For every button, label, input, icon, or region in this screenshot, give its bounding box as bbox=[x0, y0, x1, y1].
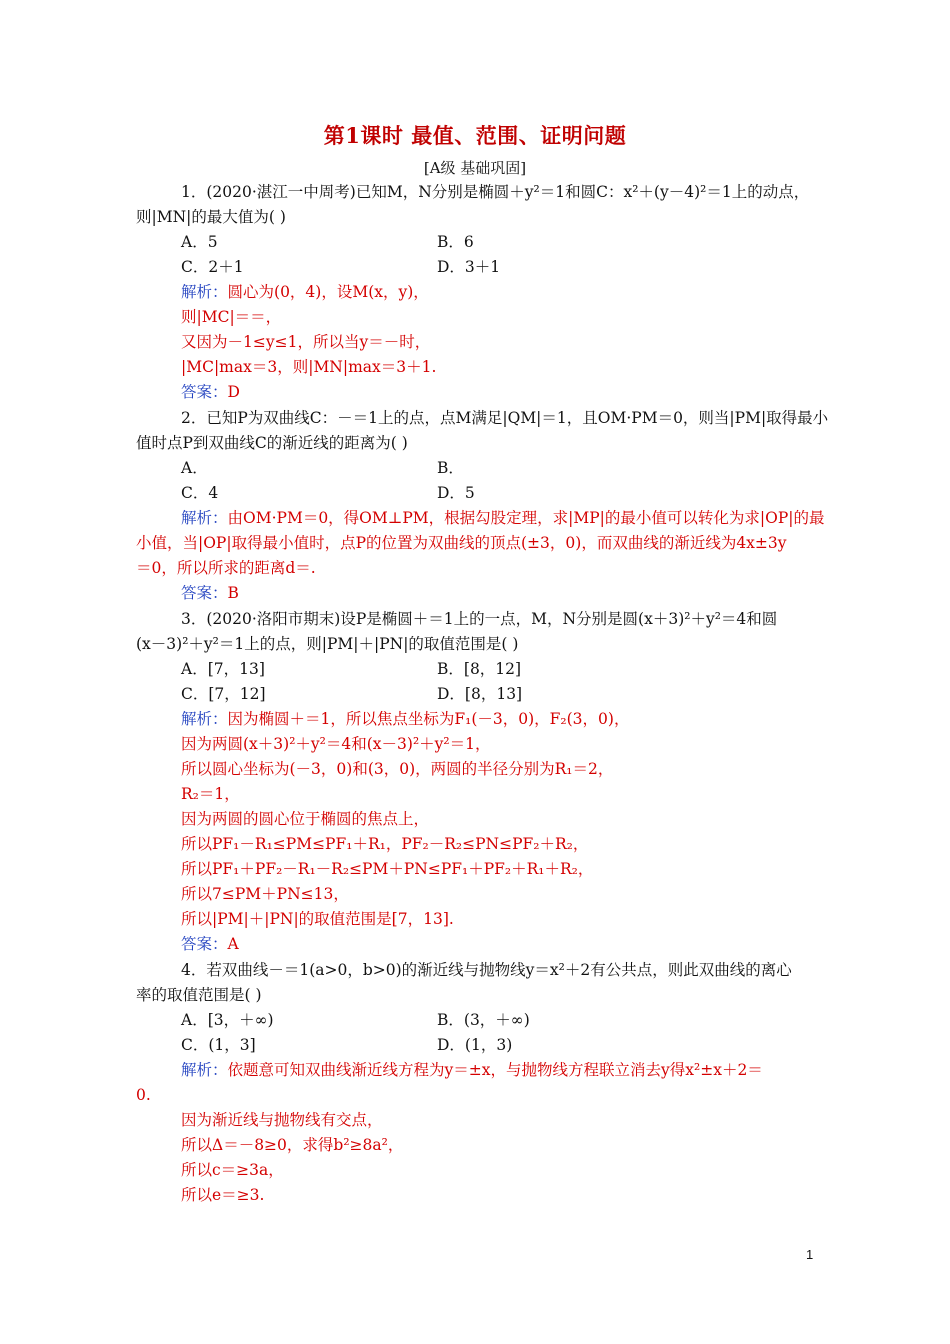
solution-label: 解析： bbox=[181, 1061, 228, 1079]
answer-value: D bbox=[227, 383, 240, 401]
q3-solution-line8: 所以7≤PM＋PN≤13， bbox=[181, 885, 349, 903]
q2-stem-line2: 值时点P到双曲线C的渐近线的距离为( ) bbox=[136, 434, 408, 452]
q2-option-d: D．5 bbox=[437, 484, 475, 502]
q4-solution-line4: 所以Δ＝－8≥0，求得b²≥8a²， bbox=[181, 1136, 404, 1154]
q1-solution-line3: 又因为－1≤y≤1，所以当y＝－时， bbox=[181, 333, 431, 351]
q1-answer bbox=[181, 382, 240, 402]
q2-solution-line2: 小值，当|OP|取得最小值时，点P的位置为双曲线的顶点(±3，0)，而双曲线的渐近线为4x±3y bbox=[136, 534, 787, 552]
q2-option-c: C．4 bbox=[181, 484, 219, 502]
q2-answer bbox=[181, 583, 239, 603]
q1-solution-line4: |MC|max＝3，则|MN|max＝3＋1. bbox=[181, 358, 437, 376]
q4-solution-line1 bbox=[181, 1060, 763, 1080]
q2-solution-line1 bbox=[181, 508, 824, 528]
q3-answer bbox=[181, 934, 239, 954]
q1-option-a: A．5 bbox=[181, 233, 218, 251]
q2-solution-line3: ＝0，所以所求的距离d＝. bbox=[136, 559, 316, 577]
solution-text: 由OM·PM＝0，得OM⊥PM，根据勾股定理，求|MP|的最小值可以转化为求|OP|的最 bbox=[227, 509, 825, 527]
q4-solution-line5: 所以c＝≥3a， bbox=[181, 1161, 284, 1179]
q4-solution-line3: 因为渐近线与抛物线有交点， bbox=[181, 1111, 383, 1129]
answer-label: 答案： bbox=[181, 935, 228, 953]
q3-stem-line2: (x－3)²＋y²＝1上的点，则|PM|＋|PN|的取值范围是( ) bbox=[136, 635, 519, 653]
q3-option-d: D．[8，13] bbox=[437, 685, 523, 703]
q3-solution-line4: R₂＝1， bbox=[181, 785, 240, 803]
q1-solution-line1 bbox=[181, 282, 429, 302]
q1-stem-line2: 则|MN|的最大值为( ) bbox=[136, 208, 286, 226]
solution-label: 解析： bbox=[181, 283, 228, 301]
answer-label: 答案： bbox=[181, 383, 228, 401]
q3-solution-line7: 所以PF₁＋PF₂－R₁－R₂≤PM＋PN≤PF₁＋PF₂＋R₁＋R₂， bbox=[181, 860, 594, 878]
q3-solution-line1 bbox=[181, 709, 629, 729]
q1-option-d: D．3＋1 bbox=[437, 258, 501, 276]
q3-solution-line5: 因为两圆的圆心位于椭圆的焦点上， bbox=[181, 810, 430, 828]
q4-option-d: D．(1，3) bbox=[437, 1036, 513, 1054]
solution-label: 解析： bbox=[181, 509, 228, 527]
q2-option-a: A． bbox=[181, 459, 208, 477]
q4-solution-line6: 所以e＝≥3. bbox=[181, 1186, 265, 1204]
q3-option-c: C．[7，12] bbox=[181, 685, 266, 703]
q1-option-b: B．6 bbox=[437, 233, 474, 251]
page-number: 1 bbox=[806, 1247, 814, 1262]
q4-option-b: B．(3，＋∞) bbox=[437, 1011, 530, 1029]
q3-solution-line2: 因为两圆(x＋3)²＋y²＝4和(x－3)²＋y²＝1， bbox=[181, 735, 491, 753]
q4-option-c: C．(1，3] bbox=[181, 1036, 256, 1054]
level-heading: [A级 基础巩固] bbox=[423, 159, 527, 177]
q3-option-b: B．[8，12] bbox=[437, 660, 522, 678]
solution-text: 因为椭圆＋＝1，所以焦点坐标为F₁(－3，0)，F₂(3，0)， bbox=[227, 710, 630, 728]
q4-solution-line2: 0. bbox=[136, 1086, 151, 1104]
solution-text: 圆心为(0，4)，设M(x，y)， bbox=[227, 283, 429, 301]
q3-solution-line6: 所以PF₁－R₁≤PM≤PF₁＋R₁，PF₂－R₂≤PN≤PF₂＋R₂， bbox=[181, 835, 589, 853]
q3-solution-line9: 所以|PM|＋|PN|的取值范围是[7，13]. bbox=[181, 910, 454, 928]
answer-label: 答案： bbox=[181, 584, 228, 602]
solution-text: 依题意可知双曲线渐近线方程为y＝±x，与抛物线方程联立消去y得x²±x＋2＝ bbox=[227, 1061, 763, 1079]
solution-label: 解析： bbox=[181, 710, 228, 728]
answer-value: B bbox=[227, 584, 239, 602]
q3-option-a: A．[7，13] bbox=[181, 660, 265, 678]
q3-solution-line3: 所以圆心坐标为(－3，0)和(3，0)，两圆的半径分别为R₁＝2， bbox=[181, 760, 614, 778]
q4-stem-line2: 率的取值范围是( ) bbox=[136, 986, 262, 1004]
q3-stem-line1: 3．(2020·洛阳市期末)设P是椭圆＋＝1上的一点，M，N分别是圆(x＋3)²＋y²＝4和圆 bbox=[181, 610, 778, 628]
answer-value: A bbox=[227, 935, 239, 953]
q2-option-b: B． bbox=[437, 459, 464, 477]
q1-option-c: C．2＋1 bbox=[181, 258, 244, 276]
lesson-title: 第1课时 最值、范围、证明问题 bbox=[323, 123, 627, 148]
q1-solution-line2: 则|MC|＝＝， bbox=[181, 308, 282, 326]
q2-stem-line1: 2．已知P为双曲线C：－＝1上的点，点M满足|QM|＝1，且OM·PM＝0，则当|PM|取得最小 bbox=[181, 409, 829, 427]
q4-option-a: A．[3，＋∞) bbox=[181, 1011, 274, 1029]
q1-stem-line1: 1．(2020·湛江一中周考)已知M，N分别是椭圆＋y²＝1和圆C：x²＋(y－4)²＝1上的动点， bbox=[181, 183, 810, 201]
q4-stem-line1: 4．若双曲线－＝1(a>0，b>0)的渐近线与抛物线y＝x²＋2有公共点，则此双曲线的离心 bbox=[181, 961, 792, 979]
